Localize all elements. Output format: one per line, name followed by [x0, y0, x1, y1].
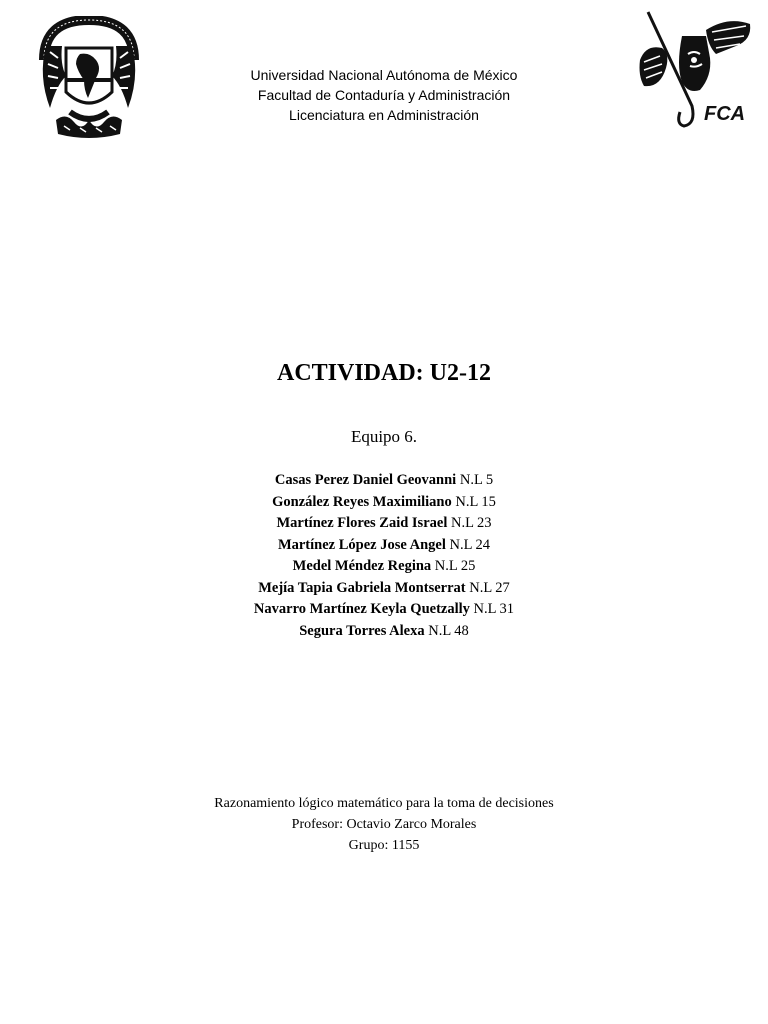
group-number: Grupo: 1155: [348, 838, 420, 853]
member-name: Martínez López Jose Angel: [277, 536, 446, 553]
member-item: [0, 599, 768, 621]
member-list: [0, 470, 768, 642]
subject-name: Razonamiento lógico matemático para la toma de decisiones: [214, 796, 554, 811]
member-item: [0, 470, 768, 492]
member-name: Medel Méndez Regina: [292, 558, 432, 574]
team-label: Equipo 6.: [350, 427, 418, 446]
member-name: Mejía Tapia Gabriela Montserrat: [258, 579, 466, 596]
member-number: N.L 25: [434, 558, 476, 574]
member-name: González Reyes Maximiliano: [272, 493, 452, 510]
member-number: N.L 24: [449, 536, 491, 553]
member-item: [0, 556, 768, 578]
member-name: Navarro Martínez Keyla Quetzally: [253, 601, 470, 617]
member-name: Martínez Flores Zaid Israel: [276, 515, 448, 531]
unam-crest-icon: [36, 16, 142, 140]
member-item: [0, 621, 768, 643]
svg-text:FCA: FCA: [704, 103, 746, 125]
member-number: N.L 5: [459, 472, 494, 488]
member-name: Segura Torres Alexa: [299, 622, 425, 639]
member-item: [0, 513, 768, 535]
member-number: N.L 48: [428, 622, 469, 639]
member-name: Casas Perez Daniel Geovanni: [274, 472, 457, 488]
member-item: [0, 578, 768, 600]
member-number: N.L 23: [450, 515, 492, 531]
course-info: [0, 793, 768, 856]
member-number: N.L 15: [455, 493, 496, 510]
degree-name: Licenciatura en Administración: [289, 107, 479, 123]
faculty-name: Facultad de Contaduría y Administración: [257, 87, 511, 103]
university-name: Universidad Nacional Autónoma de México: [250, 67, 518, 83]
document-title: ACTIVIDAD: U2-12: [277, 360, 491, 386]
member-item: [0, 492, 768, 514]
fca-logo-icon: [636, 10, 754, 132]
member-number: N.L 31: [473, 601, 515, 617]
professor-name: Profesor: Octavio Zarco Morales: [291, 817, 477, 832]
member-number: N.L 27: [469, 579, 510, 596]
institution-header: [150, 65, 618, 125]
member-item: [0, 535, 768, 557]
